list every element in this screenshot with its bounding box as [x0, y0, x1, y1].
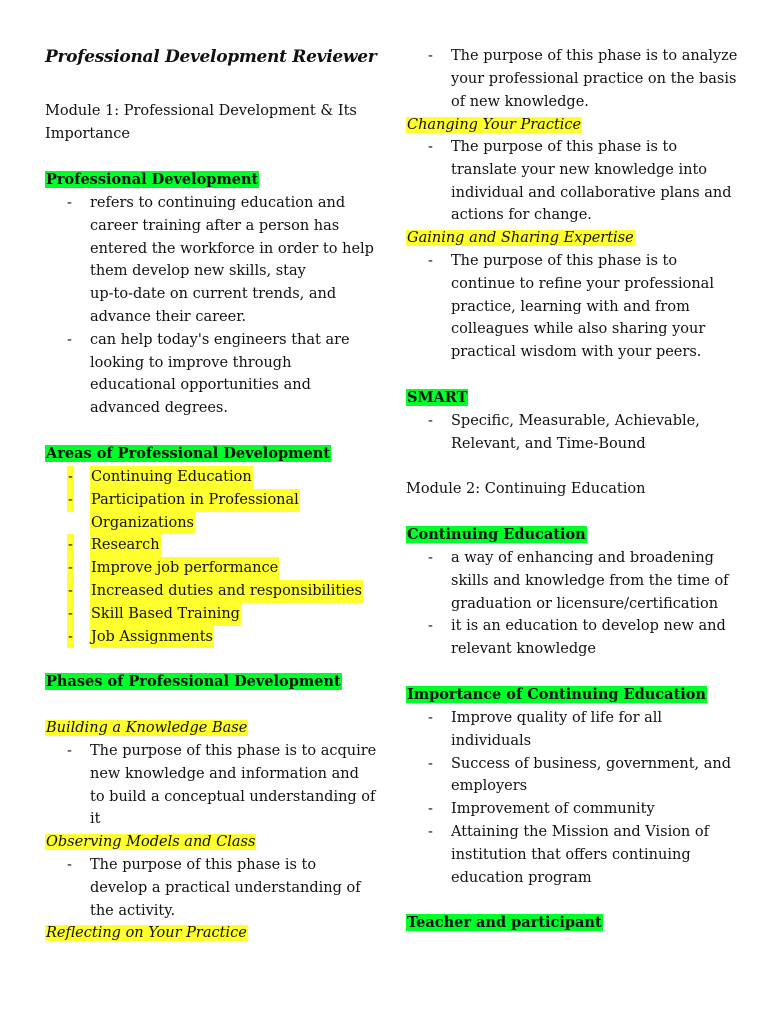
phase4-title: Changing Your Practice	[407, 117, 582, 133]
list-item-text: Participation in Professional	[90, 489, 300, 512]
bullet-dash: -	[67, 580, 74, 603]
bullet-dash: -	[67, 557, 74, 580]
list-item-text: The purpose of this phase is to	[90, 857, 317, 873]
list-item-text: actions for change.	[451, 207, 592, 224]
bullet-dash: -	[428, 618, 433, 635]
list-item-text: develop a practical understanding of	[90, 879, 361, 896]
list-item-text: Increased duties and responsibilities	[90, 580, 363, 603]
list-item-text: The purpose of this phase is to acquire	[90, 743, 377, 759]
list-item-text: relevant knowledge	[451, 641, 596, 658]
list-item-text: it	[90, 811, 101, 828]
bullet-dash: -	[67, 195, 72, 211]
list-item-text: advanced degrees.	[90, 400, 228, 417]
list-item-text: employers	[451, 778, 528, 795]
list-item-text: Specific, Measurable, Achievable,	[451, 413, 700, 429]
list-item-text: Improve quality of life for all	[451, 710, 663, 726]
teacher-heading: Teacher and participant	[407, 914, 602, 931]
document-title: Professional Development Reviewer	[45, 47, 377, 67]
list-item-text: advance their career.	[90, 309, 247, 325]
bullet-dash: -	[428, 824, 433, 840]
list-item-text: graduation or licensure/certification	[451, 595, 719, 612]
list-item-text: your professional practice on the basis	[451, 70, 737, 87]
list-item-text: education program	[451, 869, 592, 886]
bullet-dash: -	[67, 489, 74, 512]
list-item-text: Organizations	[90, 512, 195, 535]
bullet-dash: -	[67, 743, 72, 759]
bullet-dash: -	[428, 48, 433, 64]
bullet-dash: -	[428, 253, 433, 269]
list-item-text: translate your new knowledge into	[451, 161, 707, 178]
list-item-text: Skill Based Training	[90, 603, 241, 626]
list-item-text: continue to refine your professional	[451, 275, 714, 292]
list-item-text: practice, learning with and from	[451, 298, 690, 315]
smart-heading: SMART	[407, 389, 468, 406]
list-item-text: to build a conceptual understanding of	[90, 788, 376, 805]
bullet-dash: -	[67, 331, 72, 348]
list-item-text: educational opportunities and	[90, 377, 311, 394]
list-item-text: skills and knowledge from the time of	[451, 572, 729, 589]
phase5-title: Gaining and Sharing Expertise	[407, 230, 634, 246]
list-item-text: refers to continuing education and	[90, 195, 346, 211]
list-item-text: career training after a person has	[90, 217, 340, 234]
bullet-dash: -	[67, 603, 74, 626]
list-item-text: Success of business, government, and	[451, 755, 732, 772]
list-item-text: practical wisdom with your peers.	[451, 344, 702, 361]
list-item-text: Attaining the Mission and Vision of	[451, 824, 709, 840]
list-item-text: of new knowledge.	[451, 93, 589, 110]
list-item-text: the activity.	[90, 902, 176, 919]
list-item-text: new knowledge and information and	[90, 765, 359, 782]
list-item-text: them develop new skills, stay	[90, 263, 306, 280]
list-item-text: can help today's engineers that are	[90, 331, 350, 348]
list-item-text: individuals	[451, 732, 532, 749]
ce-heading: Continuing Education	[407, 526, 586, 543]
list-item-text: Continuing Education	[90, 466, 253, 489]
list-item-text: institution that offers continuing	[451, 846, 691, 863]
bullet-dash: -	[67, 534, 74, 557]
list-item-text: looking to improve through	[90, 354, 292, 371]
bullet-dash: -	[428, 710, 433, 726]
list-item-text: The purpose of this phase is to	[451, 253, 678, 269]
list-item-text: Improve job performance	[90, 557, 279, 580]
bullet-dash: -	[428, 139, 433, 155]
list-item-text: Relevant, and Time-Bound	[451, 435, 646, 452]
phase1-title: Building a Knowledge Base	[46, 720, 248, 736]
list-item-text: it is an education to develop new and	[451, 618, 726, 635]
list-item-text: Job Assignments	[90, 626, 214, 649]
bullet-dash: -	[67, 857, 72, 873]
module2-heading: Module 2: Continuing Education	[406, 481, 646, 497]
phase2-title: Observing Models and Class	[46, 834, 256, 850]
phase3-title: Reflecting on Your Practice	[46, 925, 247, 941]
bullet-dash: -	[428, 413, 433, 429]
bullet-dash: -	[428, 801, 433, 818]
module1-heading-line2: Importance	[45, 126, 130, 142]
list-item-text: entered the workforce in order to help	[90, 240, 374, 257]
bullet-dash: -	[428, 550, 433, 566]
bullet-dash: -	[428, 755, 433, 772]
list-item-text: individual and collaborative plans and	[451, 184, 732, 201]
phases-heading: Phases of Professional Development	[46, 673, 341, 690]
list-item-text: The purpose of this phase is to analyze	[451, 48, 738, 64]
list-item-text: a way of enhancing and broadening	[451, 550, 714, 566]
list-item-text: up-to-date on current trends, and	[90, 286, 337, 303]
areas-heading: Areas of Professional Development	[46, 445, 330, 462]
bullet-dash: -	[67, 466, 74, 489]
list-item-text: colleagues while also sharing your	[451, 321, 706, 338]
list-item-text: The purpose of this phase is to	[451, 139, 678, 155]
pd-heading: Professional Development	[46, 171, 259, 188]
list-item-text: Improvement of community	[451, 801, 655, 818]
module1-heading-line1: Module 1: Professional Development & Its	[45, 103, 357, 119]
importance-heading: Importance of Continuing Education	[407, 686, 706, 703]
bullet-dash: -	[67, 626, 74, 649]
list-item-text: Research	[90, 534, 161, 557]
